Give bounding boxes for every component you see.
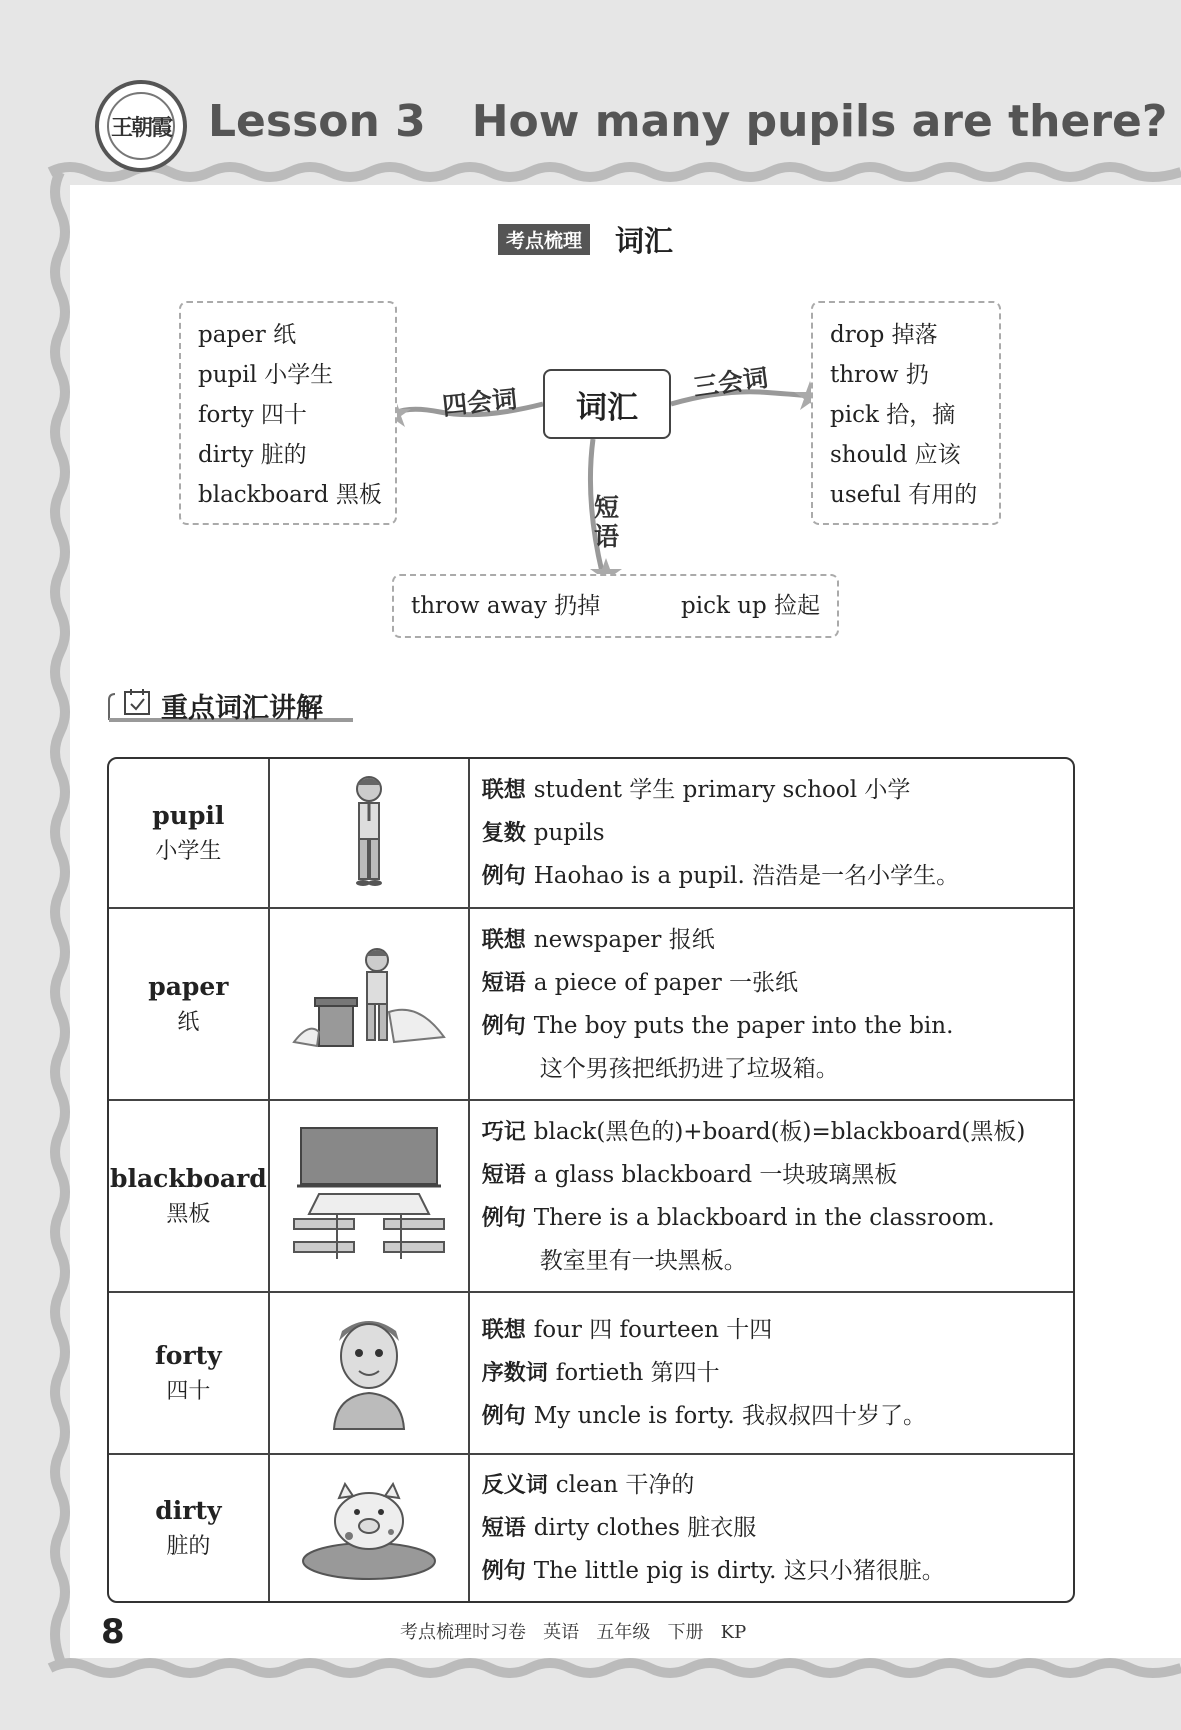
info-text: The boy puts the paper into the bin.: [533, 1012, 954, 1039]
info-label: 例句: [481, 863, 526, 889]
word-cn: 小学生: [155, 839, 222, 864]
info-text: black(黑色的)+board(板)=blackboard(黑板): [533, 1118, 1026, 1145]
word-en: paper: [148, 972, 229, 1001]
info-label: 短语: [481, 1162, 526, 1188]
info-label: 例句: [481, 1013, 526, 1039]
info-line: [482, 855, 1061, 898]
info-label: 巧记: [481, 1119, 526, 1145]
word-item: pupil 小学生: [198, 362, 334, 388]
info-text: Haohao is a pupil. 浩浩是一名小学生。: [533, 862, 960, 889]
info-label: 复数: [481, 820, 526, 846]
word-cn: 黑板: [166, 1202, 211, 1227]
info-cell: [470, 759, 1073, 909]
word-item: dirty 脏的: [198, 442, 307, 468]
info-line: [482, 1395, 1061, 1438]
word-item: throw 扔: [830, 362, 929, 388]
word-cell: [109, 909, 270, 1101]
four-skill-words-box: [179, 301, 397, 525]
phrase-item: pick up 捡起: [681, 593, 821, 619]
branch-label-left: 四会词: [440, 384, 519, 421]
info-line: [482, 769, 1061, 812]
word-en: forty: [155, 1341, 222, 1370]
three-skill-words-box: [811, 301, 1001, 525]
info-line: [482, 1309, 1061, 1352]
lesson-title: Lesson 3 How many pupils are there?: [208, 96, 1168, 147]
info-label: 反义词: [481, 1472, 548, 1498]
word-en: pupil: [152, 801, 225, 830]
info-label: 例句: [481, 1205, 526, 1231]
info-text: There is a blackboard in the classroom.: [533, 1204, 995, 1231]
table-row: [109, 759, 1073, 909]
info-label: 联想: [481, 1317, 526, 1343]
branch-label-bottom-2: 语: [594, 522, 620, 551]
branch-label-bottom-1: 短: [594, 493, 620, 522]
phrases-box: [392, 574, 839, 638]
info-line: [482, 1464, 1061, 1507]
info-text: clean 干净的: [555, 1471, 695, 1498]
word-cell: [109, 1455, 270, 1601]
info-text: student 学生 primary school 小学: [533, 776, 911, 803]
calendar-check-icon: [123, 688, 151, 716]
dirty-pig-illustration: [270, 1455, 470, 1601]
word-item: blackboard 黑板: [198, 482, 382, 508]
info-text: newspaper 报纸: [533, 926, 715, 953]
info-cell: [470, 909, 1073, 1101]
info-cell: [470, 1293, 1073, 1455]
page-number: 8: [101, 1612, 125, 1652]
info-text: The little pig is dirty. 这只小猪很脏。: [533, 1557, 945, 1584]
info-cell: [470, 1101, 1073, 1293]
word-cn: 四十: [166, 1379, 211, 1404]
info-label: 联想: [481, 927, 526, 953]
word-item: forty 四十: [198, 402, 307, 428]
man-illustration: [270, 1293, 470, 1455]
info-text: pupils: [533, 819, 605, 846]
word-item: drop 掉落: [830, 322, 938, 348]
info-line: [482, 1111, 1061, 1154]
section-heading: 词汇: [615, 224, 674, 258]
word-cell: [109, 759, 270, 909]
logo-text: 王朝霞: [107, 92, 175, 160]
phrase-item: throw away 扔掉: [411, 593, 601, 619]
vocab-table: [107, 757, 1075, 1603]
key-vocab-heading: [105, 686, 353, 722]
word-cell: [109, 1101, 270, 1293]
info-line: [482, 1507, 1061, 1550]
info-label: 短语: [481, 970, 526, 996]
info-text: four 四 fourteen 十四: [533, 1316, 773, 1343]
info-line: [482, 919, 1061, 962]
info-line: [482, 1550, 1061, 1593]
branch-label-right: 三会词: [691, 362, 770, 403]
info-text: a piece of paper 一张纸: [533, 969, 799, 996]
info-label: 联想: [481, 777, 526, 803]
info-text: fortieth 第四十: [555, 1359, 720, 1386]
info-line: [482, 1154, 1061, 1197]
word-item: pick 拾，摘: [830, 402, 956, 428]
table-row: [109, 1293, 1073, 1455]
word-cell: [109, 1293, 270, 1455]
word-cn: 纸: [177, 1010, 200, 1035]
word-en: blackboard: [110, 1164, 267, 1193]
info-line-continuation: [482, 1240, 1061, 1282]
section-tag: 考点梳理: [498, 224, 590, 255]
word-cn: 脏的: [166, 1534, 211, 1559]
table-row: [109, 1101, 1073, 1293]
info-line: [482, 962, 1061, 1005]
info-line-continuation: [482, 1048, 1061, 1090]
word-item: should 应该: [830, 442, 961, 468]
info-line: [482, 812, 1061, 855]
info-text: My uncle is forty. 我叔叔四十岁了。: [533, 1402, 927, 1429]
info-text: a glass blackboard 一块玻璃黑板: [533, 1161, 898, 1188]
mindmap-center: 词汇: [543, 369, 671, 439]
table-row: [109, 909, 1073, 1101]
paper-bin-illustration: [270, 909, 470, 1101]
word-item: useful 有用的: [830, 482, 978, 508]
info-text: 教室里有一块黑板。: [539, 1247, 747, 1274]
info-label: 序数词: [481, 1360, 548, 1386]
info-label: 例句: [481, 1403, 526, 1429]
info-line: [482, 1197, 1061, 1240]
info-text: dirty clothes 脏衣服: [533, 1514, 757, 1541]
info-cell: [470, 1455, 1073, 1601]
info-line: [482, 1352, 1061, 1395]
word-item: paper 纸: [198, 322, 297, 348]
key-vocab-title: 重点词汇讲解: [161, 693, 323, 724]
word-en: dirty: [155, 1496, 222, 1525]
table-row: [109, 1455, 1073, 1601]
info-label: 短语: [481, 1515, 526, 1541]
footer-text: 考点梳理时习卷 英语 五年级 下册 KP: [400, 1622, 747, 1643]
info-text: 这个男孩把纸扔进了垃圾箱。: [539, 1055, 839, 1082]
blackboard-illustration: [270, 1101, 470, 1293]
info-line: [482, 1005, 1061, 1048]
info-label: 例句: [481, 1558, 526, 1584]
pupil-illustration: [270, 759, 470, 909]
